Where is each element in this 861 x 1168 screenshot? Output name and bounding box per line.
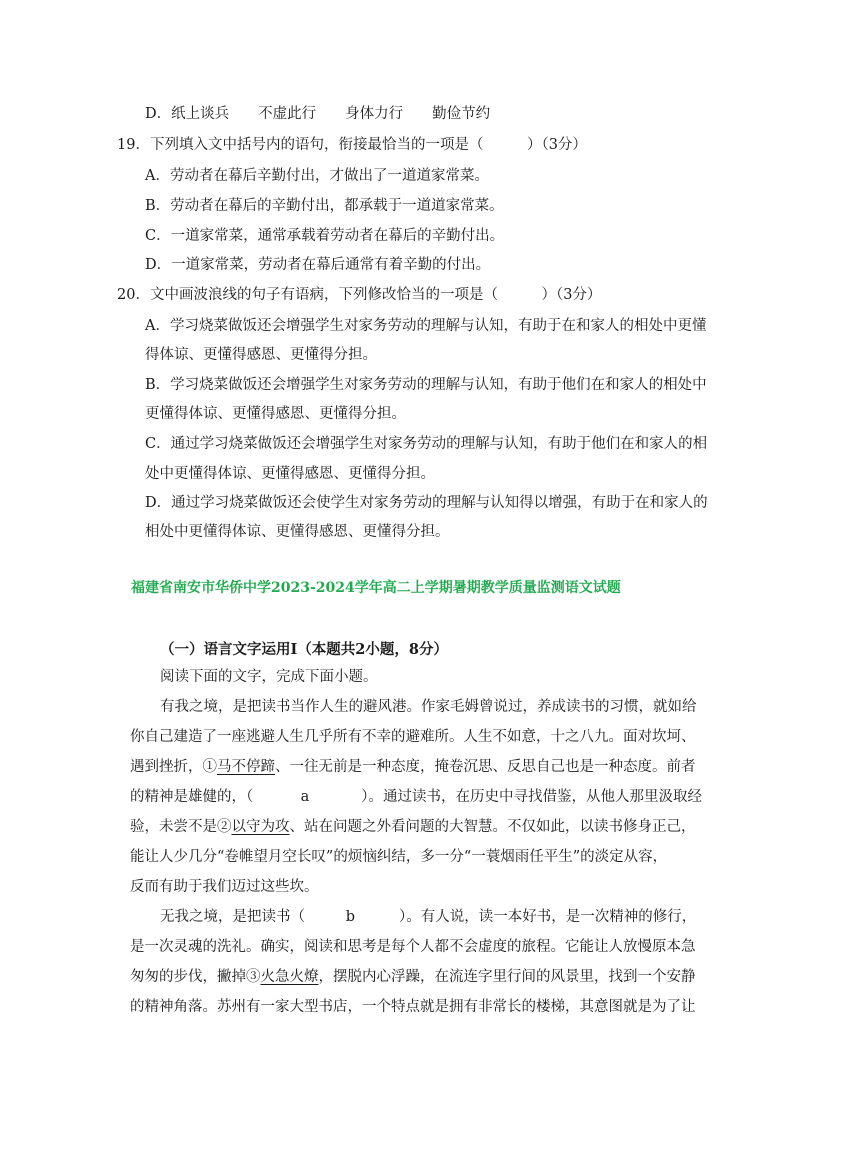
passage-text: ，摆脱内心浮躁，在流连字里行间的风景里，找到一个安静 [318, 969, 696, 985]
blank-a: a [300, 789, 310, 805]
passage-line: 反而有助于我们迈过这些坎。 [130, 879, 319, 895]
passage-text: 遇到挫折，① [130, 759, 217, 775]
underlined-term-2: 以守为攻 [231, 819, 290, 835]
q19-option-a: A．劳动者在幕后辛勤付出，才做出了一道道家常菜。 [145, 168, 489, 184]
q19-stem: 19．下列填入文中括号内的语句，衔接最恰当的一项是（ ）（3分） [117, 137, 587, 153]
passage-line: 是一次灵魂的洗礼。确实，阅读和思考是每个人都不会虚度的旅程。它能让人放慢原本急 [130, 939, 696, 955]
q19-option-d: D．一道家常菜，劳动者在幕后通常有着辛勤的付出。 [145, 257, 491, 273]
q18-option-d: D．纸上谈兵 不虚此行 身体力行 勤俭节约 [145, 106, 491, 122]
passage-text: 验，未尝不是② [130, 819, 232, 835]
q19-option-c: C．一道家常菜，通常承载着劳动者在幕后的辛勤付出。 [145, 228, 505, 244]
blank-b: b [345, 909, 355, 925]
passage-line: 你自己建造了一座逃避人生几乎所有不幸的避难所。人生不如意，十之八九。面对坎坷、 [130, 729, 696, 745]
passage-text: ）。有人说，读一本好书，是一次精神的修行， [399, 909, 697, 925]
section-heading: （一）语言文字运用Ⅰ（本题共2小题，8分） [160, 641, 448, 658]
passage-line: 有我之境，是把读书当作人生的避风港。作家毛姆曾说过，养成读书的习惯，就如给 [160, 699, 697, 715]
passage-line: 的精神角落。苏州有一家大型书店，一个特点就是拥有非常长的楼梯，其意图就是为了让 [130, 999, 696, 1015]
q20-option-b-cont: 更懂得体谅、更懂得感恩、更懂得分担。 [145, 406, 406, 422]
passage-line: 能让人少几分“卷帷望月空长叹”的烦恼纠结，多一分“一蓑烟雨任平生”的淡定从容， [130, 849, 668, 865]
q20-option-d-cont: 相处中更懂得体谅、更懂得感恩、更懂得分担。 [145, 524, 450, 540]
q20-option-b: B．学习烧菜做饭还会增强学生对家务劳动的理解与认知，有助于他们在和家人的相处中 [145, 377, 707, 393]
instruction: 阅读下面的文字，完成下面小题。 [160, 669, 378, 685]
q20-stem: 20．文中画波浪线的句子有语病，下列修改恰当的一项是（ ）（3分） [117, 287, 602, 303]
q20-option-a-cont: 得体谅、更懂得感恩、更懂得分担。 [145, 347, 377, 363]
passage-text: 无我之境，是把读书（ [160, 909, 305, 925]
passage-text: 匆匆的步伐，撇掉③ [130, 969, 261, 985]
underlined-term-3: 火急火燎 [260, 969, 319, 985]
q20-option-d: D．通过学习烧菜做饭还会使学生对家务劳动的理解与认知得以增强，有助于在和家人的 [145, 495, 708, 511]
passage-line [0, 907, 861, 927]
passage-line [0, 787, 861, 807]
passage-text: 、一往无前是一种态度，掩卷沉思、反思自己也是一种态度。前者 [275, 759, 696, 775]
passage-line [0, 757, 861, 777]
passage-text: ）。通过读书，在历史中寻找借鉴，从他人那里汲取经 [361, 789, 702, 805]
underlined-term-1: 马不停蹄 [217, 759, 275, 775]
passage-line [0, 967, 861, 987]
q20-option-c: C．通过学习烧菜做饭还会增强学生对家务劳动的理解与认知，有助于他们在和家人的相 [145, 436, 708, 452]
q19-option-b: B．劳动者在幕后的辛勤付出，都承载于一道道家常菜。 [145, 198, 504, 214]
q20-option-c-cont: 处中更懂得体谅、更懂得感恩、更懂得分担。 [145, 466, 435, 482]
passage-line [0, 817, 861, 837]
passage-text: 、站在问题之外看问题的大智慧。不仅如此，以读书修身正己， [289, 819, 696, 835]
source-title: 福建省南安市华侨中学2023-2024学年高二上学期暑期教学质量监测语文试题 [131, 580, 621, 596]
q20-option-a: A．学习烧菜做饭还会增强学生对家务劳动的理解与认知，有助于在和家人的相处中更懂 [145, 318, 707, 334]
passage-text: 的精神是雄健的，（ [130, 789, 254, 805]
